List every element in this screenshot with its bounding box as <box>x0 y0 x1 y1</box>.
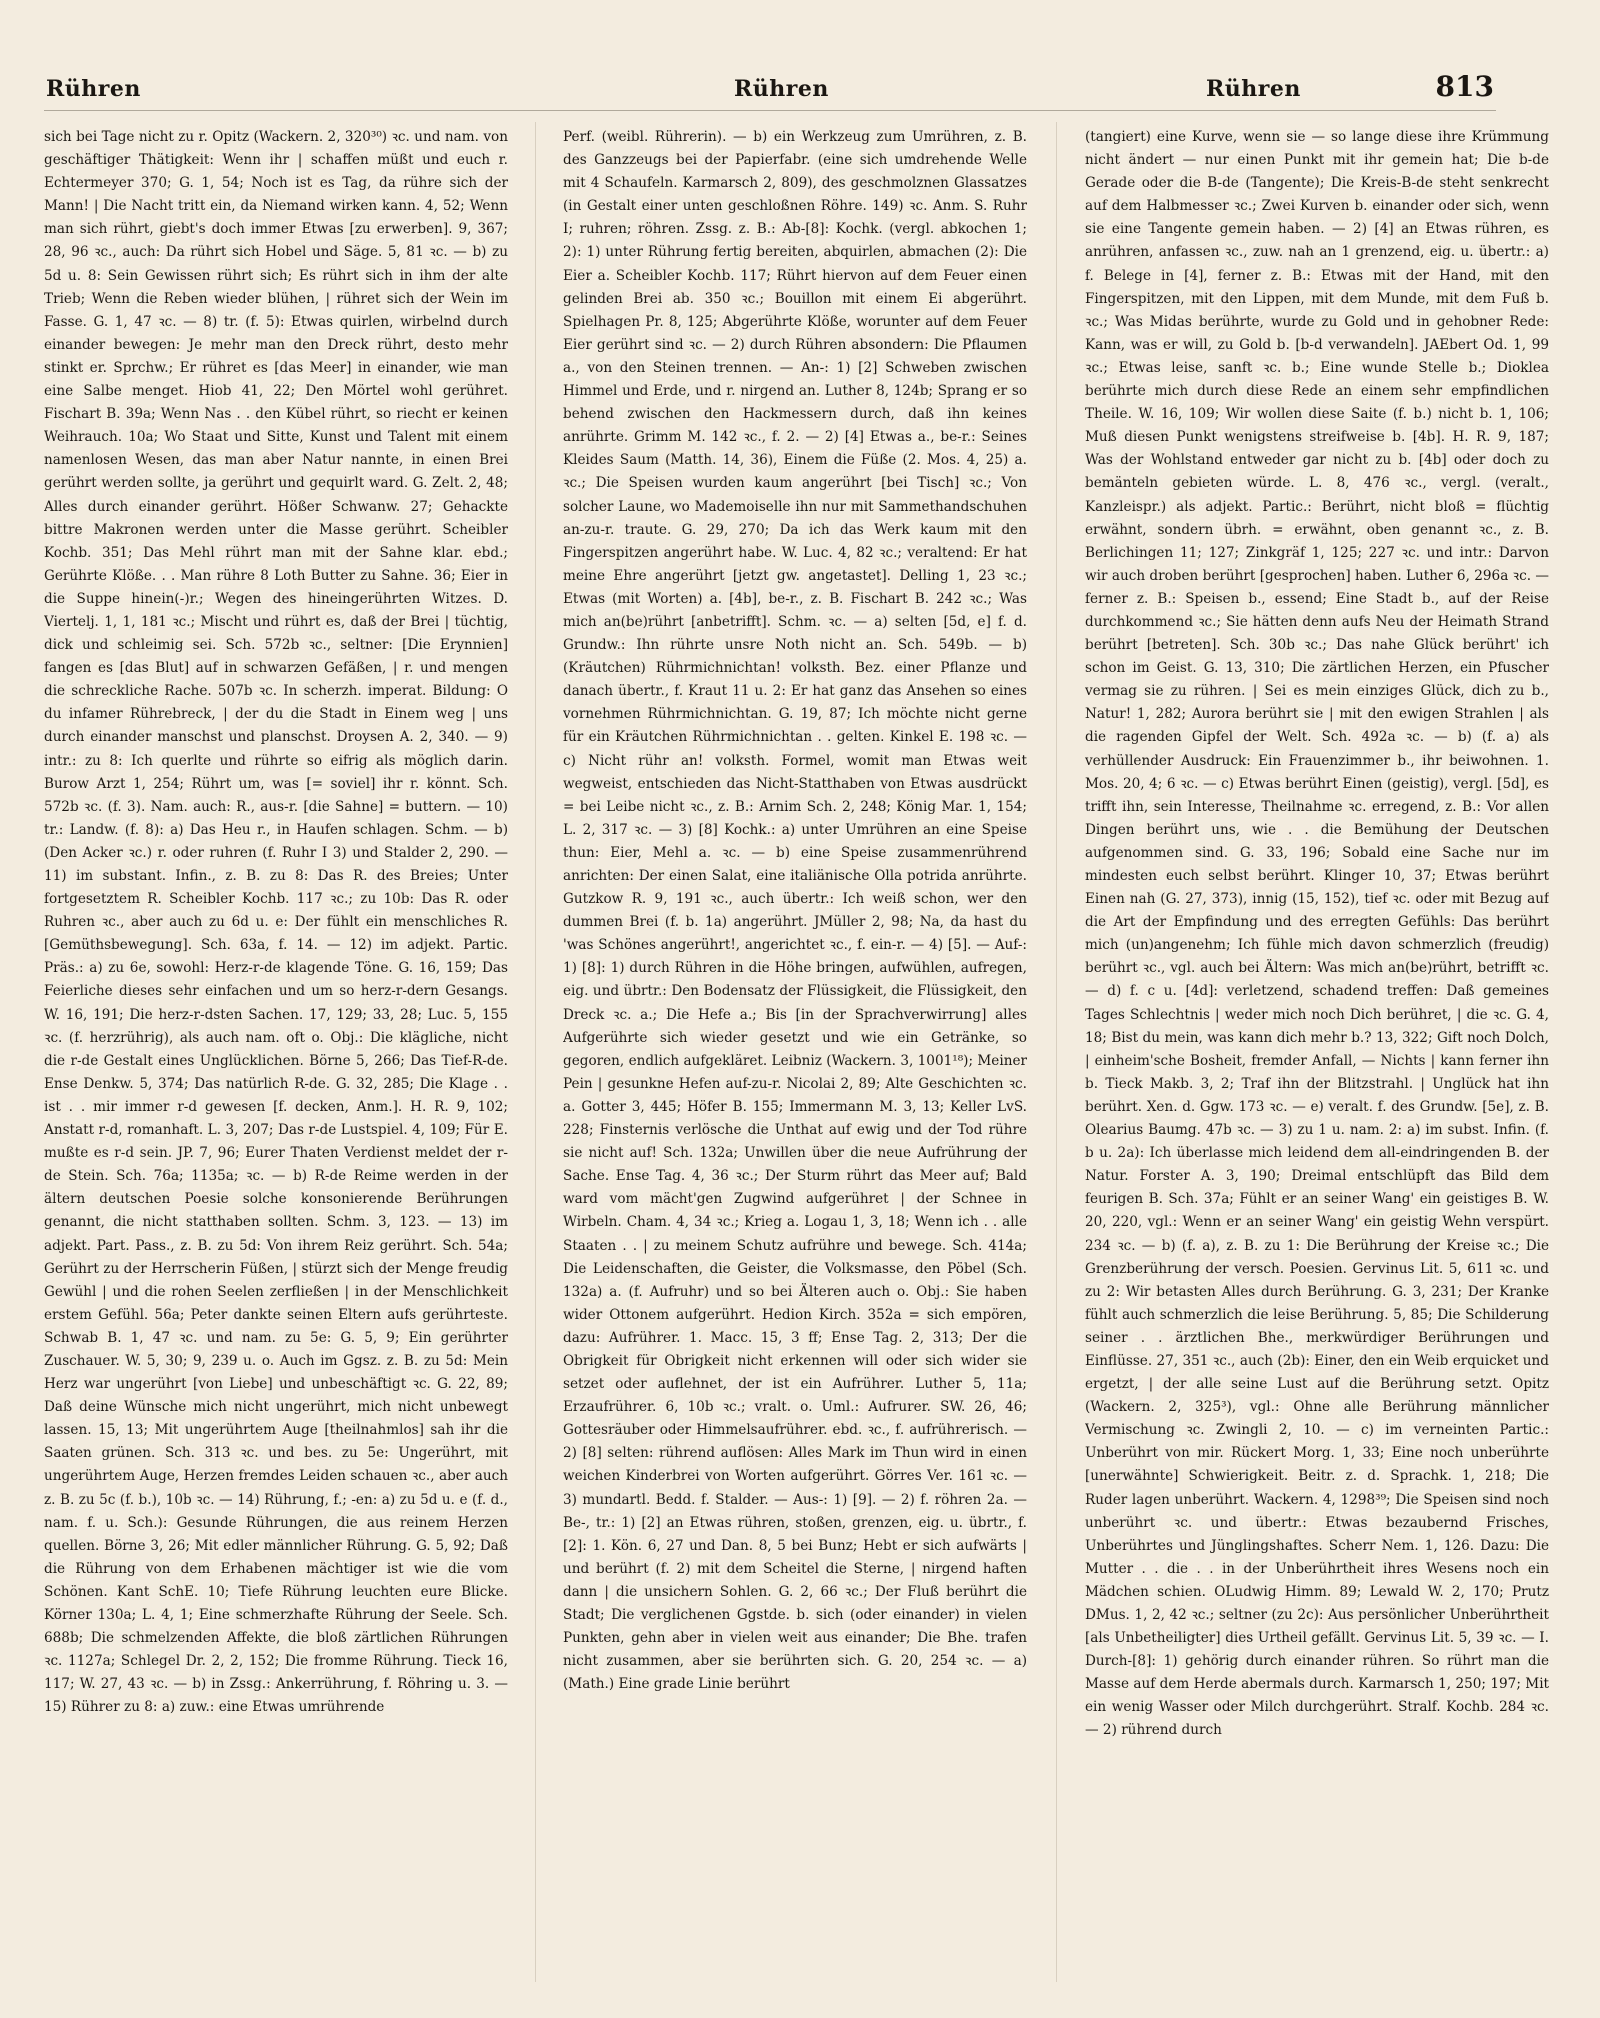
left-headword: Rühren <box>46 76 141 102</box>
column-text: sich bei Tage nicht zu r. Opitz (Wackern. 2, 320³⁰) ꝛc. und nam. von geschäftiger Thätigkeit: Wenn ihr | schaffen müßt und euch r. Echtermeyer 370; G. 1, 54; Noch ist es Tag, da rühre sich der Mann! | Die Nacht tritt ein, da Niemand wirken kann. 4, 52; Wenn man sich rührt, giebt's doch immer Etwas [zu erwerben]. 9, 367; 28, 96 ꝛc., auch: Da rührt sich Hobel und Säge. 5, 81 ꝛc. — b) zu 5d u. 8: Sein Gewissen rührt sich; Es rührt sich in ihm der alte Trieb; Wenn die Reben wieder blühen, | rühret sich der Wein im Fasse. G. 1, 47 ꝛc. — 8) tr. (f. 5): Etwas quirlen, wirbelnd durch einander bewegen: Je mehr man den Dreck rührt, desto mehr stinkt er. Sprchw.; Er rühret es [das Meer] in einander, wie man eine Salbe menget. Hiob 41, 22; Den Mörtel wohl gerühret. Fischart B. 39a; Wenn Nas . . den Kübel rührt, so riecht er keinen Weihrauch. 10a; Wo Staat und Sitte, Kunst und Talent mit einem namenlosen Wesen, das man aber Natur nannte, in einen Brei gerührt werden sollte, ja gerührt und gequirlt ward. G. Zelt. 2, 48; Alles durch einander gerührt. Hößer Schwanw. 27; Gehackte bittre Makronen werden unter die Masse gerührt. Scheibler Kochb. 351; Das Mehl rührt man mit der Sahne klar. ebd.; Gerührte Klöße. . . Man rühre 8 Loth Butter zu Sahne. 36; Eier in die Suppe hinein(-)r.; Wegen des hineingerührten Witzes. D. Viertelj. 1, 1, 181 ꝛc.; Mischt und rührt es, daß der Brei | tüchtig, dick und schleimig sei. Sch. 572b ꝛc., seltner: [Die Erynnien] fangen es [das Blut] auf in schwarzen Gefäßen, | r. und mengen die schreckliche Rache. 507b ꝛc. In scherzh. imperat. Bildung: O du infamer Rührebreck, | der du die Stadt in Einem weg | uns durch einander manschst und planschst. Droysen A. 2, 340. — 9) intr.: zu 8: Ich querlte und rührte so eifrig als möglich darin. Burow Arzt 1, 254; Rührt um, was [= soviel] ihr r. könnt. Sch. 572b ꝛc. (f. 3). Nam. auch: R., aus-r. [die Sahne] = buttern. — 10) tr.: Landw. (f. 8): a) Das Heu r., in Haufen schlagen. Schm. — b) (Den Acker ꝛc.) r. oder ruhren (f. Ruhr I 3) und Stalder 2, 290. — 11) im substant. Infin., z. B. zu 8: Das R. des Breies; Unter fortgesetztem R. Scheibler Kochb. 117 ꝛc.; zu 10b: Das R. oder Ruhren ꝛc., aber auch zu 6d u. e: Der fühlt ein menschliches R. [Gemüthsbewegung]. Sch. 63a, f. 14. — 12) im adjekt. Partic. Präs.: a) zu 6e, sowohl: Herz-r-de klagende Töne. G. 16, 159; Das Feierliche dieses sehr einfachen und um so herz-r-dern Gesangs. W. 16, 191; Die herz-r-dsten Sachen. 17, 129; 33, 28; Luc. 5, 155 ꝛc. (f. herzrührig), als auch nam. oft o. Obj.: Die klägliche, nicht die r-de Gestalt eines Unglücklichen. Börne 5, 266; Das Tief-R-de. Ense Denkw. 5, 374; Das natürlich R-de. G. 32, 285; Die Klage . . ist . . mir immer r-d gewesen [f. decken, Anm.]. H. R. 9, 102; Anstatt r-d, romanhaft. L. 3, 207; Das r-de Lustspiel. 4, 109; Für E. mußte es r-d sein. JP. 7, 96; Eurer Thaten Verdienst meldet der r-de Stein. Sch. 76a; 1135a; ꝛc. — b) R-de Reime werden in der ältern deutschen Poesie solche konsonierende Berührungen genannt, die nicht statthaben sollten. Schm. 3, 123. — 13) im adjekt. Part. Pass., z. B. zu 5d: Von ihrem Reiz gerührt. Sch. 54a; Gerührt zu der Herrscherin Füßen, | stürzt sich der Menge freudig Gewühl | und die rohen Seelen zerfließen | in der Menschlichkeit erstem Gefühl. 56a; Peter dankte seinen Eltern aufs gerührteste. Schwab B. 1, 47 ꝛc. und nam. zu 5e: G. 5, 9; Ein gerührter Zuschauer. W. 5, 30; 9, 239 u. o. Auch im Ggsz. z. B. zu 5d: Mein Herz war ungerührt [von Liebe] und unbeschäftigt ꝛc. G. 22, 89; Daß deine Wünsche mich nicht ungerührt, mich nicht unbewegt lassen. 15, 13; Mit ungerührtem Auge [theilnahmlos] sah ihr die Saaten grünen. Sch. 313 ꝛc. und bes. zu 5e: Ungerührt, mit ungerührtem Auge, Herzen fremdes Leiden schauen ꝛc., aber auch z. B. zu 5c (f. b.), 10b ꝛc. — 14) Rührung, f.; -en: a) zu 5d u. e (f. d., nam. f. u. Sch.): Gesunde Rührungen, die aus reinem Herzen quellen. Börne 3, 26; Mit edler männlicher Rührung. G. 5, 92; Daß die Rührung von dem Erhabenen mächtiger ist wie die vom Schönen. Kant SchE. 10; Tiefe Rührung leuchten eure Blicke. Körner 130a; L. 4, 1; Eine schmerzhafte Rührung der Seele. Sch. 688b; Die schmelzenden Affekte, die bloß zärtlichen Rührungen ꝛc. 1127a; Schlegel Dr. 2, 2, 152; Die fromme Rührung. Tieck 16, 117; W. 27, 43 ꝛc. — b) in Zssg.: Ankerrührung, f. Röhring u. 3. — 15) Rührer zu 8: a) zuw.: eine Etwas umrührende <box>44 129 508 1716</box>
text-column-middle <box>563 126 1027 1986</box>
column-divider <box>1056 122 1057 1982</box>
page-number: 813 <box>1435 70 1494 103</box>
right-headword: Rühren <box>1206 76 1301 102</box>
column-divider <box>535 122 536 1982</box>
text-column-right <box>1085 126 1549 1986</box>
column-text: (tangiert) eine Kurve, wenn sie — so lange diese ihre Krümmung nicht ändert — nur einen Punkt mit ihr gemein hat; Die b-de Gerade oder die B-de (Tangente); Die Kreis-B-de steht senkrecht auf dem Halbmesser ꝛc.; Zwei Kurven b. einander oder sich, wenn sie eine Tangente gemein haben. — 2) [4] an Etwas rühren, es anrühren, anfassen ꝛc., zuw. nah an 1 grenzend, eig. u. übertr.: a) f. Belege in [4], ferner z. B.: Etwas mit der Hand, mit den Fingerspitzen, mit den Lippen, mit dem Munde, mit dem Fuß b. ꝛc.; Was Midas berührte, wurde zu Gold und in gehobner Rede: Kann, was er will, zu Gold b. [b-d verwandeln]. JAEbert Od. 1, 99 ꝛc.; Etwas leise, sanft ꝛc. b.; Eine wunde Stelle b.; Dioklea berührte mich durch diese Rede an einem sehr empfindlichen Theile. W. 16, 109; Wir wollen diese Saite (f. b.) nicht b. 1, 106; Muß diesen Punkt wenigstens streifweise b. [4b]. H. R. 9, 187; Was der Wohlstand entweder gar nicht zu b. [4b] oder doch zu bemänteln gebieten würde. L. 8, 476 ꝛc., vergl. (veralt., Kanzleispr.) als adjekt. Partic.: Berührt, nicht bloß = flüchtig erwähnt, sondern übrh. = erwähnt, oben genannt ꝛc., z. B. Berlichingen 11; 127; Zinkgräf 1, 125; 227 ꝛc. und intr.: Darvon wir auch droben berührt [gesprochen] haben. Luther 6, 296a ꝛc. — ferner z. B.: Speisen b., essend; Eine Stadt b., auf der Reise durchkommend ꝛc.; Sie hätten denn aufs Neu der Heimath Strand berührt [betreten]. Sch. 30b ꝛc.; Das nahe Glück berührt' ich schon im Geist. G. 13, 310; Die zärtlichen Herzen, ein Pfuscher vermag sie zu rühren. | Sei es mein einziges Glück, dich zu b., Natur! 1, 282; Aurora berührt sie | mit den ewigen Strahlen | als die ragenden Gipfel der Welt. Sch. 492a ꝛc. — b) (f. a) als verhüllender Ausdruck: Ein Frauenzimmer b., ihr beiwohnen. 1. Mos. 20, 4; 6 ꝛc. — c) Etwas berührt Einen (geistig), vergl. [5d], es trifft ihn, sein Interesse, Theilnahme ꝛc. erregend, z. B.: Vor allen Dingen berührt uns, wie . . die Bemühung der Deutschen aufgenommen sind. G. 33, 196; Sobald eine Sache nur im mindesten euch selbst berührt. Klinger 10, 37; Etwas berührt Einen nah (G. 27, 373), innig (15, 152), tief ꝛc. oder mit Bezug auf die Art der Empfindung und des erregten Gefühls: Das berührt mich (un)angenehm; Ich fühle mich davon schmerzlich (freudig) berührt ꝛc., vgl. auch bei Ältern: Was mich an(be)rührt, betrifft ꝛc. — d) f. c u. [4d]: verletzend, schadend treffen: Daß gemeines Tages Schlechtnis | weder mich noch Dich berühret, | die ꝛc. G. 4, 18; Bist du mein, was kann dich mehr b.? 13, 322; Gift noch Dolch, | einheim'sche Bosheit, fremder Anfall, — Nichts | kann ferner ihn b. Tieck Makb. 3, 2; Traf ihn der Blitzstrahl. | Unglück hat ihn berührt. Xen. d. Ggw. 173 ꝛc. — e) veralt. f. des Grundw. [5e], z. B. Olearius Baumg. 47b ꝛc. — 3) zu 1 u. nam. 2: a) im subst. Infin. (f. b u. 2a): Ich überlasse mich leidend dem all-eindringenden B. der Natur. Forster A. 3, 190; Dreimal entschlüpft das Bild dem feurigen B. Sch. 37a; Fühlt er an seiner Wang' ein geistiges B. W. 20, 220, vgl.: Wenn er an seiner Wang' ein geistig Wehn verspürt. 234 ꝛc. — b) (f. a), z. B. zu 1: Die Berührung der Kreise ꝛc.; Die Grenzberührung der versch. Poesien. Gervinus Lit. 5, 611 ꝛc. und zu 2: Wir betasten Alles durch Berührung. G. 3, 231; Der Kranke fühlt auch schmerzlich die leise Berührung. 5, 85; Die Schilderung seiner . . ärztlichen Bhe., merkwürdiger Berührungen und Einflüsse. 27, 351 ꝛc., auch (2b): Einer, den ein Weib erquicket und ergetzt, | der alle seine Lust auf die Berührung setzt. Opitz (Wackern. 2, 325³), vgl.: Ohne alle Berührung männlicher Vermischung ꝛc. Zwingli 2, 10. — c) im verneinten Partic.: Unberührt von mir. Rückert Morg. 1, 33; Eine noch unberührte [unerwähnte] Schwierigkeit. Beitr. z. d. Sprachk. 1, 218; Die Ruder lagen unberührt. Wackern. 4, 1298³⁹; Die Speisen sind noch unberührt ꝛc. und übertr.: Etwas bezaubernd Frisches, Unberührtes und Jünglingshaftes. Scherr Nem. 1, 126. Dazu: Die Mutter . . die . . in der Unberührtheit ihres Wesens noch ein Mädchen schien. OLudwig Himm. 89; Lewald W. 2, 170; Prutz DMus. 1, 2, 42 ꝛc.; seltner (zu 2c): Aus persönlicher Unberührtheit [als Unbetheiligter] dies Urtheil gefällt. Gervinus Lit. 5, 39 ꝛc. — I. Durch-[8]: 1) gehörig durch einander rühren. So rührt man die Masse auf dem Herde abermals durch. Karmarsch 1, 250; 197; Mit ein wenig Wasser oder Milch durchgerührt. Stralf. Kochb. 284 ꝛc. — 2) rührend durch <box>1085 129 1549 1739</box>
header-rule <box>44 110 1496 111</box>
column-text: Perf. (weibl. Rührerin). — b) ein Werkzeug zum Umrühren, z. B. des Ganzzeugs bei der Papierfabr. (eine sich umdrehende Welle mit 4 Schaufeln. Karmarsch 2, 809), des geschmolznen Glassatzes (in Gestalt einer unten geschloßnen Röhre. 149) ꝛc. Anm. S. Ruhr I; ruhren; röhren. Zssg. z. B.: Ab-[8]: Kochk. (vergl. abkochen 1; 2): 1) unter Rührung fertig bereiten, abquirlen, abmachen (2): Die Eier a. Scheibler Kochb. 117; Rührt hiervon auf dem Feuer einen gelinden Brei ab. 350 ꝛc.; Bouillon mit einem Ei abgerührt. Spielhagen Pr. 8, 125; Abgerührte Klöße, worunter auf dem Feuer Eier gerührt sind ꝛc. — 2) durch Rühren absondern: Die Pflaumen a., von den Steinen trennen. — An-: 1) [2] Schweben zwischen Himmel und Erde, und r. nirgend an. Luther 8, 124b; Sprang er so behend zwischen den Hackmessern durch, daß ihn keines anrührte. Grimm M. 142 ꝛc., f. 2. — 2) [4] Etwas a., be-r.: Seines Kleides Saum (Matth. 14, 36), Einem die Füße (2. Mos. 4, 25) a. ꝛc.; Die Speisen wurden kaum angerührt [bei Tisch] ꝛc.; Von solcher Laune, wo Mademoiselle ihn nur mit Sammethandschuhen an-zu-r. traute. G. 29, 270; Da ich das Werk kaum mit den Fingerspitzen angerührt habe. W. Luc. 4, 82 ꝛc.; veraltend: Er hat meine Ehre angerührt [jetzt gw. angetastet]. Delling 1, 23 ꝛc.; Etwas (mit Worten) a. [4b], be-r., z. B. Fischart B. 242 ꝛc.; Was mich an(be)rührt [anbetrifft]. Schm. ꝛc. — a) selten [5d, e] f. d. Grundw.: Ihn rührte unsre Noth nicht an. Sch. 549b. — b) (Kräutchen) Rührmichnichtan! volksth. Bez. einer Pflanze und danach übertr., f. Kraut 11 u. 2: Er hat ganz das Ansehen so eines vornehmen Rührmichnichtan. G. 19, 87; Ich möchte nicht gerne für ein Kräutchen Rührmichnichtan . . gelten. Kinkel E. 198 ꝛc. — c) Nicht rühr an! volksth. Formel, womit man Etwas weit wegweist, entschieden das Nicht-Statthaben von Etwas ausdrückt = bei Leibe nicht ꝛc., z. B.: Arnim Sch. 2, 248; König Mar. 1, 154; L. 2, 317 ꝛc. — 3) [8] Kochk.: a) unter Umrühren an eine Speise thun: Eier, Mehl a. ꝛc. — b) eine Speise zusammenrührend anrichten: Der einen Salat, eine italiänische Olla potrida anrührte. Gutzkow R. 9, 191 ꝛc., auch übertr.: Ich weiß schon, wer den dummen Brei (f. b. 1a) angerührt. JMüller 2, 98; Na, da hast du 'was Schönes angerührt!, angerichtet ꝛc., f. ein-r. — 4) [5]. — Auf-: 1) [8]: 1) durch Rühren in die Höhe bringen, aufwühlen, aufregen, eig. und übrtr.: Den Bodensatz der Flüssigkeit, die Flüssigkeit, den Dreck ꝛc. a.; Die Hefe a.; Bis [in der Sprachverwirrung] alles Aufgerührte sich wieder gesetzt und wie ein Getränke, so gegoren, endlich aufgekläret. Leibniz (Wackern. 3, 1001¹⁸); Meiner Pein | gesunkne Hefen auf-zu-r. Nicolai 2, 89; Alte Geschichten ꝛc. a. Gotter 3, 445; Höfer B. 155; Immermann M. 3, 13; Keller LvS. 228; Finsternis verlösche die Unthat auf ewig und der Tod rühre sie nicht auf! Sch. 132a; Unwillen über die neue Aufrührung der Sache. Ense Tag. 4, 36 ꝛc.; Der Sturm rührt das Meer auf; Bald ward vom mächt'gen Zugwind aufgerühret | der Schnee in Wirbeln. Cham. 4, 34 ꝛc.; Krieg a. Logau 1, 3, 18; Wenn ich . . alle Staaten . . | zu meinem Schutz aufrühre und bewege. Sch. 414a; Die Leidenschaften, die Geister, die Volksmasse, den Pöbel (Sch. 132a) a. (f. Aufruhr) und so bei Älteren auch o. Obj.: Sie haben wider Ottonem aufgerührt. Hedion Kirch. 352a = sich empören, dazu: Aufrührer. 1. Macc. 15, 3 ff; Ense Tag. 2, 313; Der die Obrigkeit für Obrigkeit nicht erkennen will oder sich wider sie setzet oder auflehnet, der ist ein Aufrührer. Luther 5, 11a; Erzaufrührer. 6, 10b ꝛc.; vralt. o. Uml.: Aufrurer. SW. 26, 46; Gottesräuber oder Himmelsaufrührer. ebd. ꝛc., f. aufrührerisch. — 2) [8] selten: rührend auflösen: Alles Mark im Thun wird in einen weichen Kinderbrei von Worten aufgerührt. Görres Ver. 161 ꝛc. — 3) mundartl. Bedd. f. Stalder. — Aus-: 1) [9]. — 2) f. röhren 2a. — Be-, tr.: 1) [2] an Etwas rühren, stoßen, grenzen, eig. u. übrtr., f. [2]: 1. Kön. 6, 27 und Dan. 8, 5 bei Bunz; Hebt er sich aufwärts | und berührt (f. 2) mit dem Scheitel die Sterne, | nirgend haften dann | die unsichern Sohlen. G. 2, 66 ꝛc.; Der Fluß berührt die Stadt; Die verglichenen Ggstde. b. sich (oder einander) in vielen Punkten, gehn aber in vielen weit aus einander; Die Bhe. trafen nicht zusammen, aber sie berührten sich. G. 20, 254 ꝛc. — a) (Math.) Eine grade Linie berührt <box>563 129 1027 1693</box>
page-header <box>44 70 1494 110</box>
text-column-left <box>44 126 508 1986</box>
center-headword: Rühren <box>734 76 829 102</box>
